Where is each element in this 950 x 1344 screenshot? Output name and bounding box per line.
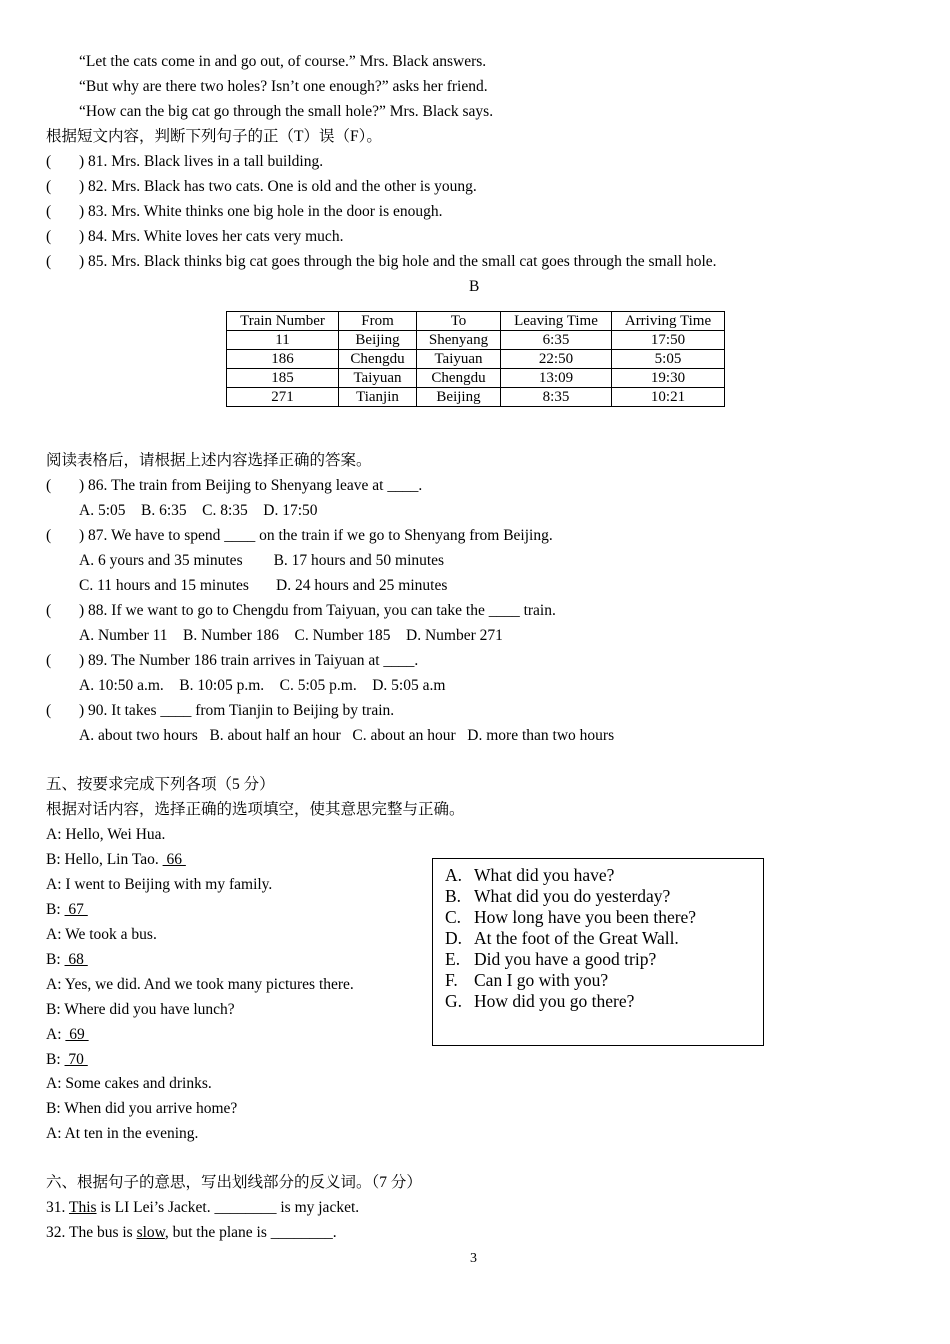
dialogue-line: B: 68 xyxy=(46,951,88,968)
table-header-cell: Arriving Time xyxy=(612,312,725,331)
dialogue-line: B: When did you arrive home? xyxy=(46,1100,238,1117)
antonym-question: 32. The bus is slow, but the plane is ________. xyxy=(46,1224,337,1241)
answer-paren: ( xyxy=(46,602,52,619)
mc-question: ) 89. The Number 186 train arrives in Taiyuan at ____. xyxy=(79,652,419,669)
table-cell: 8:35 xyxy=(501,388,612,407)
table-cell: Chengdu xyxy=(339,350,417,369)
mc-options: A. Number 11 B. Number 186 C. Number 185 D. Number 271 xyxy=(79,627,503,644)
tf-question: ) 84. Mrs. White loves her cats very much. xyxy=(79,228,344,245)
dialogue-line: A: Some cakes and drinks. xyxy=(46,1075,212,1092)
mc-options: A. 5:05 B. 6:35 C. 8:35 D. 17:50 xyxy=(79,502,318,519)
dialogue-line: B: 67 xyxy=(46,901,88,918)
antonym-question: 31. This is LI Lei’s Jacket. ________ is my jacket. xyxy=(46,1199,360,1216)
section-b-label: B xyxy=(469,278,480,295)
section6-title: 六、根据句子的意思，写出划线部分的反义词。（7 分） xyxy=(46,1174,422,1191)
table-cell: Chengdu xyxy=(417,369,501,388)
tf-instruction: 根据短文内容，判断下列句子的正（T）误（F）。 xyxy=(46,128,382,145)
option-item: F. Can I go with you? xyxy=(445,970,609,990)
table-cell: Taiyuan xyxy=(339,369,417,388)
dialogue-line: A: I went to Beijing with my family. xyxy=(46,876,273,893)
table-row xyxy=(227,331,725,350)
answer-blank: 70 xyxy=(64,1051,88,1068)
table-cell: 6:35 xyxy=(501,331,612,350)
option-item: A. What did you have? xyxy=(445,865,615,885)
dialogue-line: B: Where did you have lunch? xyxy=(46,1001,235,1018)
table-header-cell: Leaving Time xyxy=(501,312,612,331)
table-cell: 185 xyxy=(227,369,339,388)
table-row xyxy=(227,369,725,388)
option-item: G. How did you go there? xyxy=(445,991,635,1011)
mc-options: A. 10:50 a.m. B. 10:05 p.m. C. 5:05 p.m. D. 5:05 a.m xyxy=(79,677,446,694)
table-header-cell: To xyxy=(417,312,501,331)
table-cell: 19:30 xyxy=(612,369,725,388)
tf-question: ) 81. Mrs. Black lives in a tall building. xyxy=(79,153,324,170)
table-cell: 186 xyxy=(227,350,339,369)
option-item: B. What did you do yesterday? xyxy=(445,886,671,906)
underlined-word: This xyxy=(68,1199,97,1216)
mc-question: ) 88. If we want to go to Chengdu from Taiyuan, you can take the ____ train. xyxy=(79,602,556,619)
option-item: E. Did you have a good trip? xyxy=(445,949,657,969)
answer-blank: 69 xyxy=(65,1026,89,1043)
tf-question: ) 82. Mrs. Black has two cats. One is old and the other is young. xyxy=(79,178,477,195)
dialogue-line: B: 70 xyxy=(46,1051,88,1068)
dialogue-line: A: At ten in the evening. xyxy=(46,1125,199,1142)
answer-paren: ( xyxy=(46,228,52,245)
table-header-cell: Train Number xyxy=(227,312,339,331)
option-item: D. At the foot of the Great Wall. xyxy=(445,928,679,948)
underlined-word: slow xyxy=(136,1224,165,1241)
passage-line: “Let the cats come in and go out, of course.” Mrs. Black answers. xyxy=(79,53,487,70)
answer-paren: ( xyxy=(46,527,52,544)
dialogue-line: A: 69 xyxy=(46,1026,89,1043)
answer-paren: ( xyxy=(46,702,52,719)
answer-paren: ( xyxy=(46,153,52,170)
table-header-row xyxy=(227,312,725,331)
table-cell: 13:09 xyxy=(501,369,612,388)
answer-paren: ( xyxy=(46,477,52,494)
table-cell: 10:21 xyxy=(612,388,725,407)
table-cell: Beijing xyxy=(339,331,417,350)
mc-question: ) 86. The train from Beijing to Shenyang leave at ____. xyxy=(79,477,423,494)
dialogue-line: A: Hello, Wei Hua. xyxy=(46,826,166,843)
table-cell: 22:50 xyxy=(501,350,612,369)
mc-question: ) 87. We have to spend ____ on the train if we go to Shenyang from Beijing. xyxy=(79,527,553,544)
table-cell: 271 xyxy=(227,388,339,407)
table-instruction: 阅读表格后，请根据上述内容选择正确的答案。 xyxy=(46,452,372,469)
section5-title: 五、按要求完成下列各项（5 分） xyxy=(46,776,275,793)
answer-blank: 68 xyxy=(64,951,88,968)
table-cell: Taiyuan xyxy=(417,350,501,369)
table-cell: Beijing xyxy=(417,388,501,407)
table-row xyxy=(227,388,725,407)
mc-options: A. 6 yours and 35 minutes B. 17 hours and 50 minutes xyxy=(79,552,445,569)
mc-options: A. about two hours B. about half an hour C. about an hour D. more than two hours xyxy=(79,727,615,744)
page-number: 3 xyxy=(470,1251,477,1266)
table-cell: 11 xyxy=(227,331,339,350)
options-box xyxy=(432,858,764,1046)
tf-question: ) 85. Mrs. Black thinks big cat goes through the big hole and the small cat goes through the small hole. xyxy=(79,253,717,270)
answer-paren: ( xyxy=(46,652,52,669)
dialogue-line: A: Yes, we did. And we took many pictures there. xyxy=(46,976,354,993)
answer-blank: 66 xyxy=(162,851,186,868)
dialogue-line: A: We took a bus. xyxy=(46,926,157,943)
answer-paren: ( xyxy=(46,253,52,270)
mc-options: C. 11 hours and 15 minutes D. 24 hours and 25 minutes xyxy=(79,577,448,594)
tf-question: ) 83. Mrs. White thinks one big hole in the door is enough. xyxy=(79,203,443,220)
mc-question: ) 90. It takes ____ from Tianjin to Beijing by train. xyxy=(79,702,395,719)
table-header-cell: From xyxy=(339,312,417,331)
section5-instruction: 根据对话内容，选择正确的选项填空，使其意思完整与正确。 xyxy=(46,801,465,818)
table-cell: Tianjin xyxy=(339,388,417,407)
option-item: C. How long have you been there? xyxy=(445,907,697,927)
dialogue-line: B: Hello, Lin Tao. 66 xyxy=(46,851,186,868)
passage-line: “But why are there two holes? Isn’t one enough?” asks her friend. xyxy=(79,78,488,95)
passage-line: “How can the big cat go through the small hole?” Mrs. Black says. xyxy=(79,103,494,120)
answer-blank: 67 xyxy=(64,901,88,918)
table-cell: 5:05 xyxy=(612,350,725,369)
train-table xyxy=(226,311,725,407)
table-cell: Shenyang xyxy=(417,331,501,350)
answer-paren: ( xyxy=(46,178,52,195)
answer-paren: ( xyxy=(46,203,52,220)
table-row xyxy=(227,350,725,369)
table-cell: 17:50 xyxy=(612,331,725,350)
